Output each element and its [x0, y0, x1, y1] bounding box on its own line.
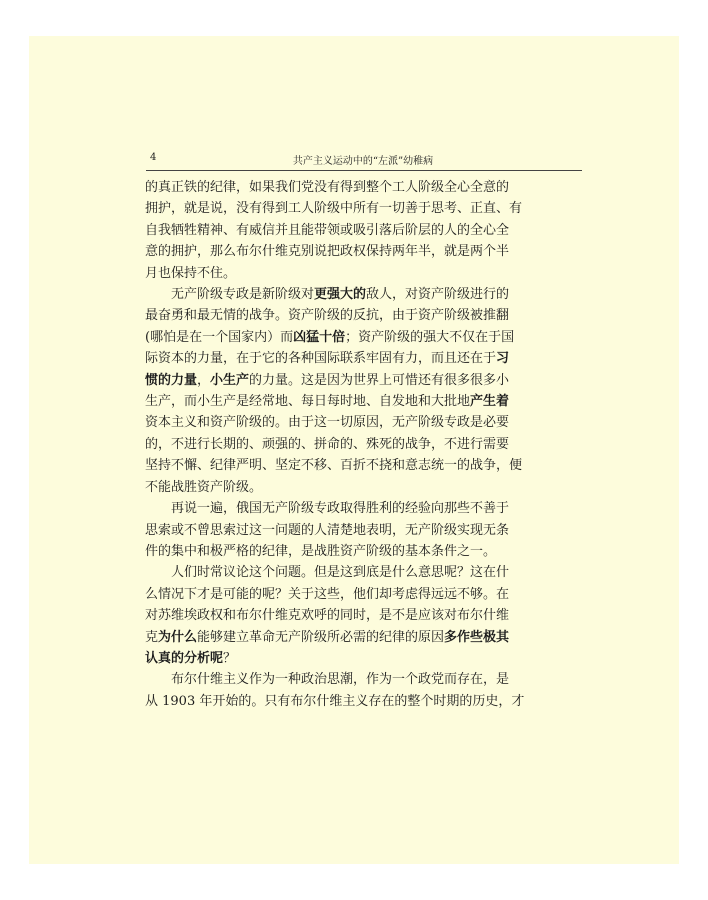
- text-run: 无产阶级专政是新阶级对: [171, 287, 315, 303]
- text-run: 自我牺牲精神、有威信并且能带领或吸引落后阶层的人的全心全: [145, 222, 510, 238]
- text-line: [145, 198, 583, 219]
- text-line: [145, 348, 583, 369]
- text-run: 的力量。这是因为世界上可惜还有很多很多小: [249, 372, 510, 388]
- text-run: (哪怕是在一个国家内）而: [145, 329, 294, 345]
- text-line: [145, 477, 583, 498]
- text-line: [145, 627, 583, 648]
- text-run: 件的集中和极严格的纪律，是战胜资产阶级的基本条件之一。: [145, 543, 497, 559]
- body-text: [145, 177, 583, 712]
- text-line: [145, 605, 583, 626]
- text-run: 克: [145, 629, 159, 645]
- text-run: 么情况下才是可能的呢？关于这些，他们却考虑得远远不够。在: [145, 586, 510, 602]
- text-run: ，: [197, 372, 211, 388]
- text-run: 资本主义和资产阶级的。由于这一切原因，无产阶级专政是必要: [145, 415, 510, 431]
- text-run: 从 1903 年开始的。只有布尔什维主义存在的整个时期的历史，才: [145, 693, 525, 709]
- text-run: 敌人，对资产阶级进行的: [366, 287, 510, 303]
- emphasis-run: 产生着: [470, 394, 510, 410]
- running-title: 共产主义运动中的“左派”幼稚病: [292, 156, 434, 167]
- text-line: [145, 455, 583, 476]
- text-run: 生产，而小生产是经常地、每日每时地、自发地和大批地: [145, 394, 471, 410]
- emphasis-run: 惯的力量: [145, 372, 198, 388]
- text-run: 对苏维埃政权和布尔什维克欢呼的同时，是不是应该对布尔什维: [145, 608, 510, 624]
- text-line: [145, 520, 583, 541]
- text-run: ？: [223, 650, 237, 666]
- text-run: 的真正铁的纪律，如果我们党没有得到整个工人阶级全心全意的: [145, 180, 510, 195]
- emphasis-run: 为什么: [158, 629, 198, 645]
- text-run: 布尔什维主义作为一种政治思潮，作为一个政党而存在，是: [171, 672, 510, 688]
- emphasis-run: 小生产: [210, 372, 250, 388]
- text-run: 人们时常议论这个问题。但是这到底是什么意思呢？这在什: [171, 565, 510, 581]
- text-line: [145, 434, 583, 455]
- emphasis-run: 习: [496, 351, 510, 367]
- text-line: [145, 584, 583, 605]
- emphasis-run: 认真的分析呢: [145, 650, 224, 666]
- text-line: [145, 241, 583, 262]
- text-line: [145, 305, 583, 326]
- text-line: [145, 498, 583, 519]
- text-line: [145, 220, 583, 241]
- text-line: [145, 263, 583, 284]
- text-line: [145, 391, 583, 412]
- text-run: 再说一遍，俄国无产阶级专政取得胜利的经验向那些不善于: [171, 501, 510, 517]
- text-line: [145, 177, 583, 198]
- text-line: [145, 412, 583, 433]
- text-line: [145, 284, 583, 305]
- text-line: [145, 327, 583, 348]
- text-run: 的，不进行长期的、顽强的、拼命的、殊死的战争，不进行需要: [145, 436, 510, 452]
- text-run: ；资产阶级的强大不仅在于国: [345, 329, 515, 345]
- text-run: 最奋勇和最无情的战争。资产阶级的反抗，由于资产阶级被推翻: [145, 308, 510, 324]
- text-line: [145, 562, 583, 583]
- text-line: [145, 648, 583, 669]
- text-run: 际资本的力量，在于它的各种国际联系牢固有力，而且还在于: [145, 351, 497, 367]
- text-line: [145, 691, 583, 712]
- text-run: 不能战胜资产阶级。: [145, 479, 263, 495]
- text-run: 月也保持不住。: [145, 265, 237, 281]
- text-run: 意的拥护，那么布尔什维克别说把政权保持两年半，就是两个半: [145, 244, 510, 260]
- emphasis-run: 多作些极其: [444, 629, 510, 645]
- text-run: 拥护，就是说，没有得到工人阶级中所有一切善于思考、正直、有: [145, 201, 523, 217]
- emphasis-run: 更强大的: [314, 287, 367, 303]
- text-line: [145, 669, 583, 690]
- header-rule: [146, 170, 582, 171]
- text-run: 坚持不懈、纪律严明、坚定不移、百折不挠和意志统一的战争，便: [145, 458, 523, 474]
- text-run: 思索或不曾思索过这一问题的人清楚地表明，无产阶级实现无条: [145, 522, 510, 538]
- text-run: 能够建立革命无产阶级所必需的纪律的原因: [197, 629, 445, 645]
- text-line: [145, 370, 583, 391]
- page-number: 4: [150, 152, 157, 163]
- text-line: [145, 541, 583, 562]
- page-header: [148, 148, 578, 168]
- emphasis-run: 凶猛十倍: [293, 329, 346, 345]
